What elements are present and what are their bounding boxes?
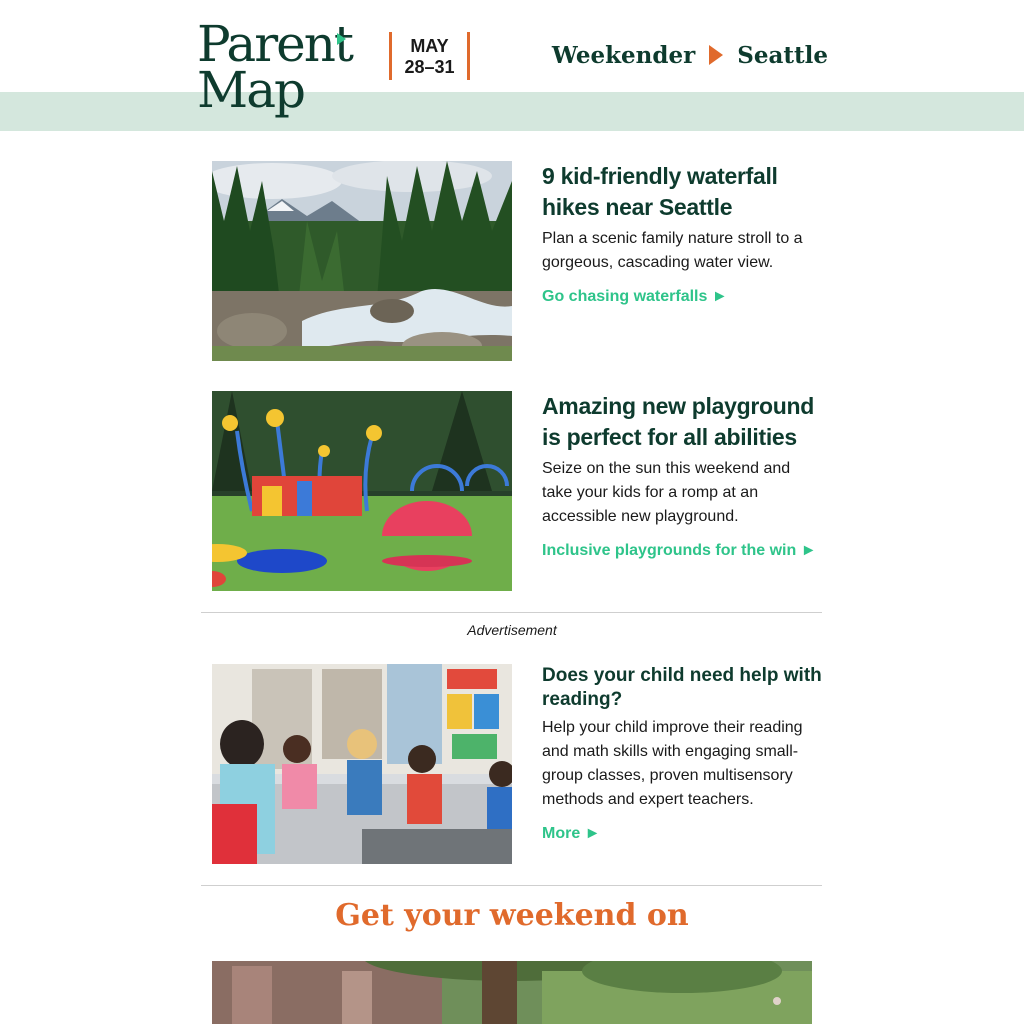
issue-days: 28–31 (404, 57, 455, 77)
story-title[interactable]: 9 kid-friendly waterfall hikes near Seattle (542, 163, 778, 220)
story-summary: Plan a scenic family nature stroll to a gorgeous, cascading water view. (542, 230, 803, 271)
edition-name: Weekender (551, 41, 696, 69)
logo-word-map: Map (197, 61, 305, 119)
play-arrow-icon (709, 45, 723, 65)
issue-date (389, 32, 470, 80)
header-band (0, 92, 1024, 131)
ad-more-link[interactable]: More ► (542, 825, 601, 842)
ad-title[interactable]: Does your child need help with reading? (542, 665, 822, 710)
divider (201, 885, 822, 886)
park-tree-photo[interactable] (212, 961, 812, 1024)
edition-city: Seattle (737, 41, 828, 69)
waterfalls-link[interactable]: Go chasing waterfalls ► (542, 288, 728, 305)
header (0, 0, 1024, 92)
classroom-reading-photo[interactable] (212, 664, 512, 864)
issue-month: MAY (410, 36, 449, 56)
logo-word-parent: Parent (197, 15, 352, 73)
forest-waterfall-photo[interactable] (212, 161, 512, 361)
logo-triangle-icon (337, 33, 346, 45)
story-title[interactable]: Amazing new playground is perfect for all abilities (542, 393, 814, 450)
playgrounds-link[interactable]: Inclusive playgrounds for the win ► (542, 542, 817, 559)
parentmap-logo[interactable] (197, 16, 357, 126)
edition-title (552, 40, 828, 70)
section-title: Get your weekend on (335, 898, 689, 933)
advertisement-label: Advertisement (467, 622, 557, 638)
ad-body: Help your child improve their reading and math skills with engaging small-group classes, proven multisensory methods and expert teachers. (542, 719, 803, 808)
divider (201, 612, 822, 613)
playground-photo[interactable] (212, 391, 512, 591)
story-summary: Seize on the sun this weekend and take your kids for a romp at an accessible new playground. (542, 460, 791, 525)
